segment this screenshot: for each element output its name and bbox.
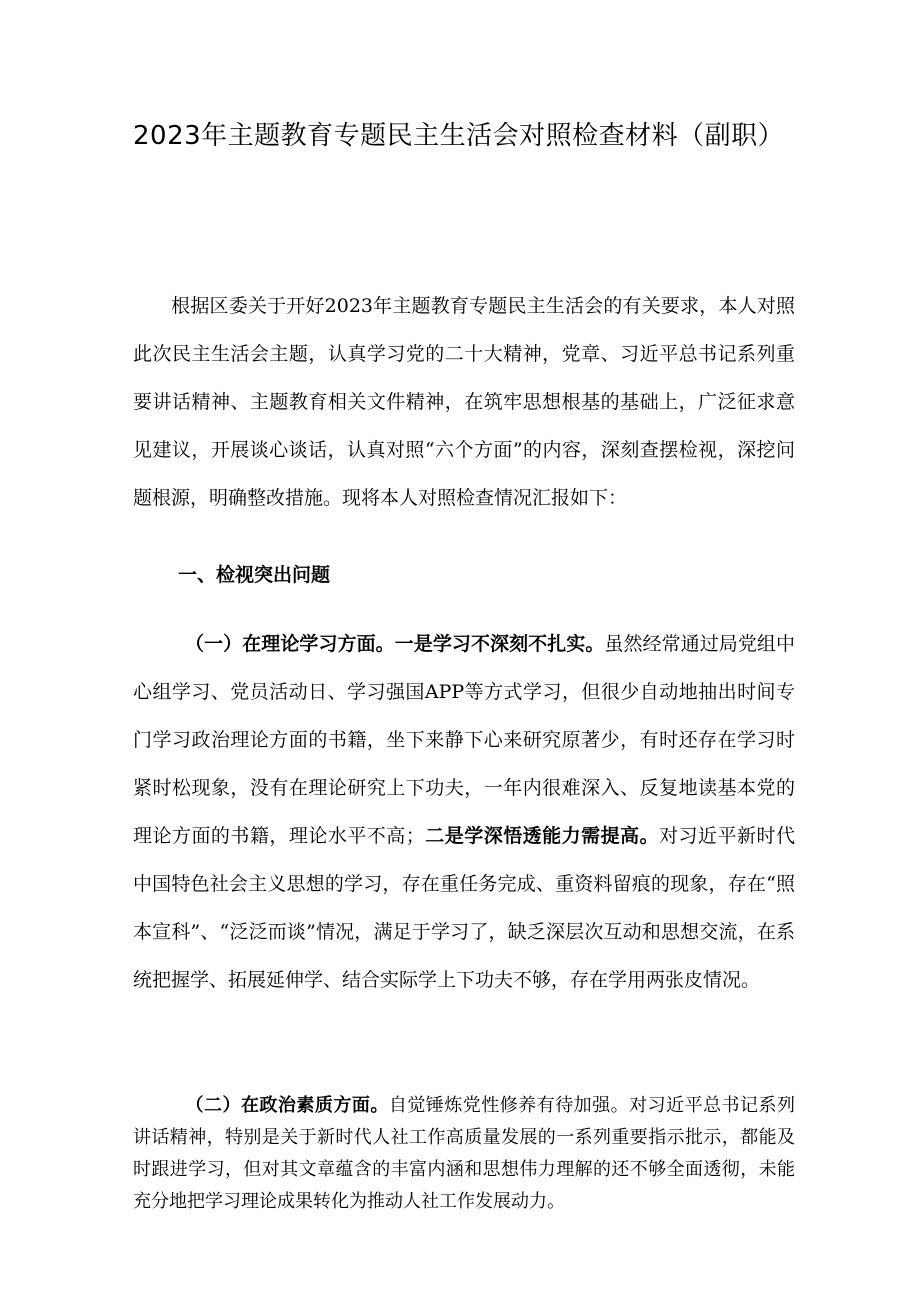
- theory-point2-label: 二是学深悟透能力需提高。: [424, 825, 660, 847]
- theory-point1-label: 一是学习不深刻不扎实。: [394, 633, 605, 655]
- theory-paragraph: [133, 620, 795, 1004]
- political-label: （二）在政治素质方面。: [185, 1095, 389, 1116]
- theory-label: （一）在理论学习方面。: [185, 633, 395, 655]
- theory-point1-text: 虽然经常通过局党组中心组学习、党员活动日、学习强国APP等方式学习，但很少自动地抽出时间专门学习政治理论方面的书籍，坐下来静下心来研究原著少，有时还存在学习时紧时松现象，没有在理论研究上下功夫，一年内很难深入、反复地读基本党的理论方面的书籍，理论水平不高；: [133, 633, 795, 847]
- document-title: 2023年主题教育专题民主生活会对照检查材料（副职）: [133, 121, 785, 151]
- political-paragraph: [133, 1090, 795, 1218]
- intro-paragraph: [133, 282, 795, 522]
- political-text: 自觉锤炼党性修养有待加强。对习近平总书记系列讲话精神，特别是关于新时代人社工作高质量发展的一系列重要指示批示，都能及时跟进学习，但对其文章蕴含的丰富内涵和思想伟力理解的还不够全面透彻，未能充分地把学习理论成果转化为推动人社工作发展动力。: [133, 1095, 796, 1212]
- section-heading-1: 一、检视突出问题: [178, 564, 331, 586]
- intro-text: 根据区委关于开好2023年主题教育专题民主生活会的有关要求，本人对照此次民主生活会主题，认真学习党的二十大精神，党章、习近平总书记系列重要讲话精神、主题教育相关文件精神，在筑牢思想根基的基础上，广泛征求意见建议，开展谈心谈话，认真对照“六个方面”的内容，深刻查摆检视，深挖问题根源，明确整改措施。现将本人对照检查情况汇报如下：: [133, 295, 795, 509]
- theory-point2-text: 对习近平新时代中国特色社会主义思想的学习，存在重任务完成、重资料留痕的现象，存在“照本宣科”、“泛泛而谈”情况，满足于学习了，缺乏深层次互动和思想交流，在系统把握学、拓展延伸学、结合实际学上下功夫不够，存在学用两张皮情况。: [133, 825, 795, 991]
